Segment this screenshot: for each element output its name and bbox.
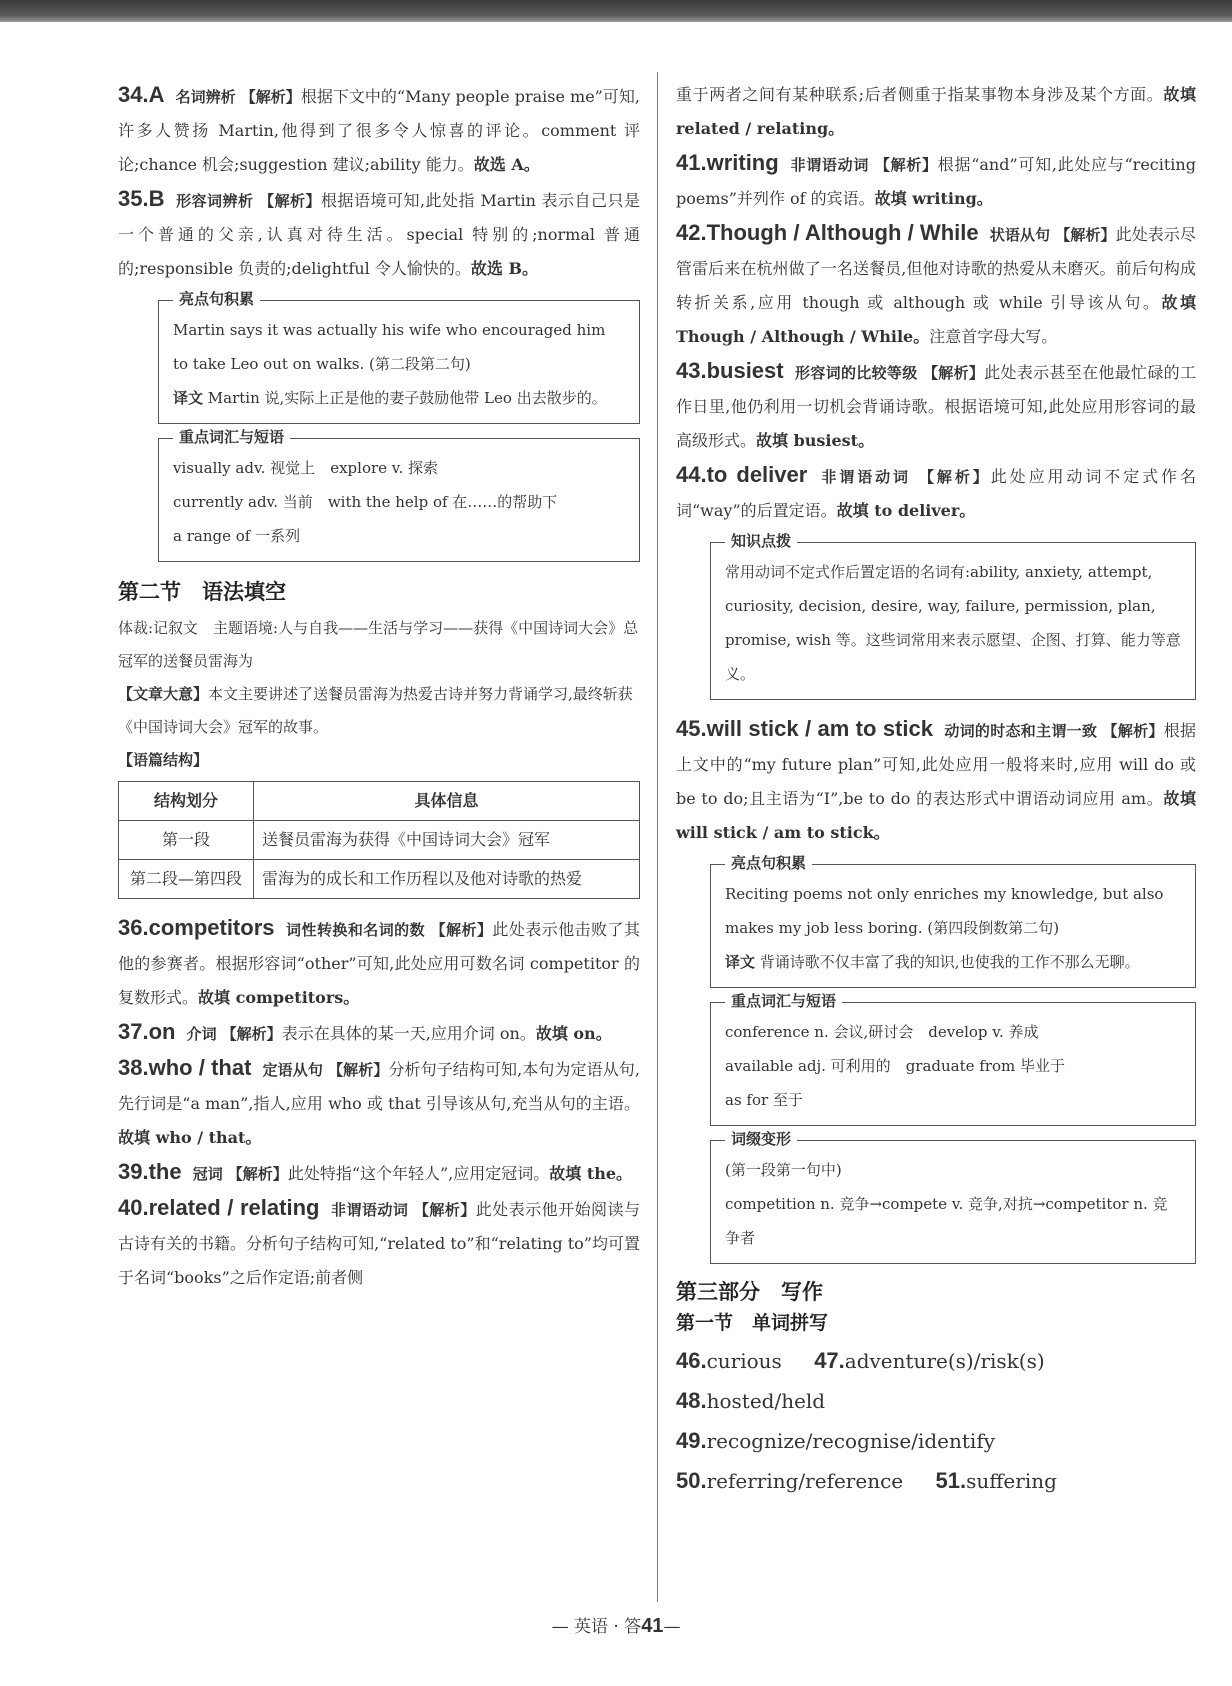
vocabulary-box: 重点词汇与短语 visually adv. 视觉上 explore v. 探索 currently adv. 当前 with the help of 在……的帮助下 a range of 一系列 bbox=[158, 438, 640, 562]
page-number: 41 bbox=[641, 1615, 664, 1637]
answer-45: 45.will stick / am to stick 动词的时态和主谓一致 【解析】根据上文中的“my future plan”可知,此处应用一般将来时,应用 will do 或 be to do;且主语为“I”,be to do 的表达形式中谓语动词应用 am。故填 will stick / am to stick。 bbox=[676, 716, 1196, 842]
answer-40-continued: 重于两者之间有某种联系;后者侧重于指某事物本身涉及某个方面。故填 related / relating。 bbox=[676, 85, 1196, 138]
genre-line: 体裁:记叙文 主题语境:人与自我——生活与学习——获得《中国诗词大会》总冠军的送餐员雷海为 bbox=[118, 619, 639, 670]
box-title: 重点词汇与短语 bbox=[173, 427, 290, 447]
box-title: 亮点句积累 bbox=[725, 853, 812, 873]
section-heading: 第二节 语法填空 bbox=[118, 580, 286, 604]
answer-34: 34.A 名词辨析 【解析】根据下文中的“Many people praise me”可知,许多人赞扬 Martin,他得到了很多令人惊喜的评论。comment 评论;chance 机会;suggestion 建议;ability 能力。故选 A。 bbox=[118, 82, 640, 174]
answer-43: 43.busiest 形容词的比较等级 【解析】此处表示甚至在他最忙碌的工作日里,他仍利用一切机会背诵诗歌。根据语境可知,此处应用形容词的最高级形式。故填 busiest。 bbox=[676, 358, 1196, 450]
answer-40: 40.related / relating 非谓语动词 【解析】此处表示他开始阅读与古诗有关的书籍。分析句子结构可知,“related to”和“relating to”均可置于名词“books”之后作定语;前者侧 bbox=[118, 1195, 640, 1287]
summary: 【文章大意】本文主要讲述了送餐员雷海为热爱古诗并努力背诵学习,最终斩获《中国诗词大会》冠军的故事。 bbox=[118, 685, 633, 736]
column-divider bbox=[657, 72, 658, 1602]
answer-41: 41.writing 非谓语动词 【解析】根据“and”可知,此处应与“reciting poems”并列作 of 的宾语。故填 writing。 bbox=[676, 150, 1196, 208]
highlight-sentence-box: 亮点句积累 Martin says it was actually his wife who encouraged him to take Leo out on walks. (第二段第二句) 译文 Martin 说,实际上正是他的妻子鼓励他带 Leo 出去散步的。 bbox=[158, 300, 640, 424]
vocabulary-box: 重点词汇与短语 conference n. 会议,研讨会 develop v. 养成 available adj. 可利用的 graduate from 毕业于 as for 至于 bbox=[710, 1002, 1196, 1126]
scan-top-bar bbox=[0, 0, 1232, 22]
page-footer: — 英语 · 答41— bbox=[551, 1615, 681, 1637]
answer-38: 38.who / that 定语从句 【解析】分析句子结构可知,本句为定语从句,先行词是“a man”,指人,应用 who 或 that 引导该从句,充当从句的主语。故填 who / that。 bbox=[118, 1055, 640, 1147]
left-column bbox=[118, 78, 640, 1295]
table-row: 第一段 送餐员雷海为获得《中国诗词大会》冠军 bbox=[119, 821, 640, 860]
answer-37: 37.on 介词 【解析】表示在具体的某一天,应用介词 on。故填 on。 bbox=[118, 1019, 612, 1044]
section-heading: 第一节 单词拼写 bbox=[676, 1312, 829, 1334]
box-title: 亮点句积累 bbox=[173, 289, 260, 309]
answer-39: 39.the 冠词 【解析】此处特指“这个年轻人”,应用定冠词。故填 the。 bbox=[118, 1159, 633, 1184]
answer-35: 35.B 形容词辨析 【解析】根据语境可知,此处指 Martin 表示自己只是一个普通的父亲,认真对待生活。special 特别的;normal 普通的;responsible 负责的;delightful 令人愉快的。故选 B。 bbox=[118, 186, 640, 278]
box-title: 知识点拨 bbox=[725, 531, 797, 551]
box-title: 重点词汇与短语 bbox=[725, 991, 842, 1011]
word-spelling-answers: 46.curious 47.adventure(s)/risk(s) 48.hosted/held 49.recognize/recognise/identify 50.referring/reference 51.suffering bbox=[676, 1348, 1057, 1493]
right-column bbox=[676, 78, 1196, 1501]
table-row: 第二段—第四段 雷海为的成长和工作历程以及他对诗歌的热爱 bbox=[119, 860, 640, 899]
answer-42: 42.Though / Although / While 状语从句 【解析】此处表示尽管雷后来在杭州做了一名送餐员,但他对诗歌的热爱从未磨灭。前后句构成转折关系,应用 though 或 although 或 while 引导该从句。故填 Though / Although / While。注意首字母大写。 bbox=[676, 220, 1196, 346]
structure-table: 结构划分 具体信息 第一段 送餐员雷海为获得《中国诗词大会》冠军 第二段—第四段 雷海为的成长和工作历程以及他对诗歌的热爱 bbox=[118, 781, 640, 899]
affix-box: 词缀变形 (第一段第一句中) competition n. 竞争→compete v. 竞争,对抗→competitor n. 竞争者 bbox=[710, 1140, 1196, 1264]
part-heading: 第三部分 写作 bbox=[676, 1280, 823, 1304]
answer-44: 44.to deliver 非谓语动词 【解析】此处应用动词不定式作名词“way”的后置定语。故填 to deliver。 bbox=[676, 462, 1196, 520]
structure-label: 【语篇结构】 bbox=[118, 751, 209, 769]
box-title: 词缀变形 bbox=[725, 1129, 797, 1149]
highlight-sentence-box: 亮点句积累 Reciting poems not only enriches my knowledge, but also makes my job less boring. (第四段倒数第二句) 译文 背诵诗歌不仅丰富了我的知识,也使我的工作不那么无聊。 bbox=[710, 864, 1196, 988]
answer-36: 36.competitors 词性转换和名词的数 【解析】此处表示他击败了其他的参赛者。根据形容词“other”可知,此处应用可数名词 competitor 的复数形式。故填 competitors。 bbox=[118, 915, 640, 1007]
knowledge-tip-box: 知识点拨 常用动词不定式作后置定语的名词有:ability, anxiety, attempt, curiosity, decision, desire, way, failure, permission, plan, promise, wish 等。这些词常用来表示愿望、企图、打算、能力等意义。 bbox=[710, 542, 1196, 700]
